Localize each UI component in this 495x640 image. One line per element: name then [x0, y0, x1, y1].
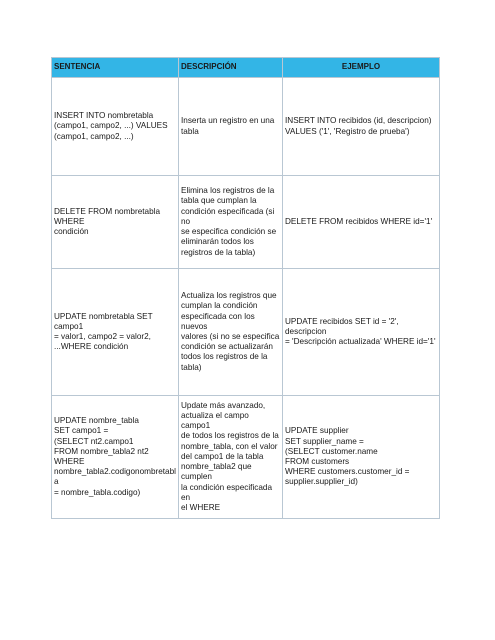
- table-header-row: [52, 58, 440, 78]
- cell-ejemplo: DELETE FROM recibidos WHERE id='1': [283, 176, 440, 269]
- cell-descripcion: Update más avanzado, actualiza el campo campo1 de todos los registros de la nombre_tabla, con el valor del campo1 de la tabla nombre_tabla2 que cumplen la condición especificada en el WHERE: [179, 396, 283, 519]
- header-sentencia: SENTENCIA: [52, 58, 179, 78]
- cell-sentencia: UPDATE nombretabla SET campo1 = valor1, campo2 = valor2, ...WHERE condición: [52, 269, 179, 396]
- sql-statements-table: [51, 57, 440, 519]
- cell-descripcion: Elimina los registros de la tabla que cumplan la condición especificada (si no se especifica condición se eliminarán todos los registros de la tabla): [179, 176, 283, 269]
- cell-sentencia: UPDATE nombre_tabla SET campo1 = (SELECT nt2.campo1 FROM nombre_tabla2 nt2 WHERE nombre_tabla2.codigonombretabla = nombre_tabla.codigo): [52, 396, 179, 519]
- cell-descripcion: Inserta un registro en una tabla: [179, 78, 283, 176]
- cell-sentencia: INSERT INTO nombretabla (campo1, campo2, ...) VALUES (campo1, campo2, ...): [52, 78, 179, 176]
- table-row: [52, 176, 440, 269]
- table-row: [52, 396, 440, 519]
- table-row: [52, 78, 440, 176]
- cell-ejemplo: UPDATE recibidos SET id = '2', descripcion = 'Descripción actualizada' WHERE id='1': [283, 269, 440, 396]
- table-row: [52, 269, 440, 396]
- cell-descripcion: Actualiza los registros que cumplan la condición especificada con los nuevos valores (si no se especifica condición se actualizarán todos los registros de la tabla): [179, 269, 283, 396]
- cell-sentencia: DELETE FROM nombretabla WHERE condición: [52, 176, 179, 269]
- header-descripcion: DESCRIPCIÓN: [179, 58, 283, 78]
- header-ejemplo: EJEMPLO: [283, 58, 440, 78]
- cell-ejemplo: INSERT INTO recibidos (id, descripcion) VALUES ('1', 'Registro de prueba'): [283, 78, 440, 176]
- cell-ejemplo: UPDATE supplier SET supplier_name = (SELECT customer.name FROM customers WHERE customers.customer_id = supplier.supplier_id): [283, 396, 440, 519]
